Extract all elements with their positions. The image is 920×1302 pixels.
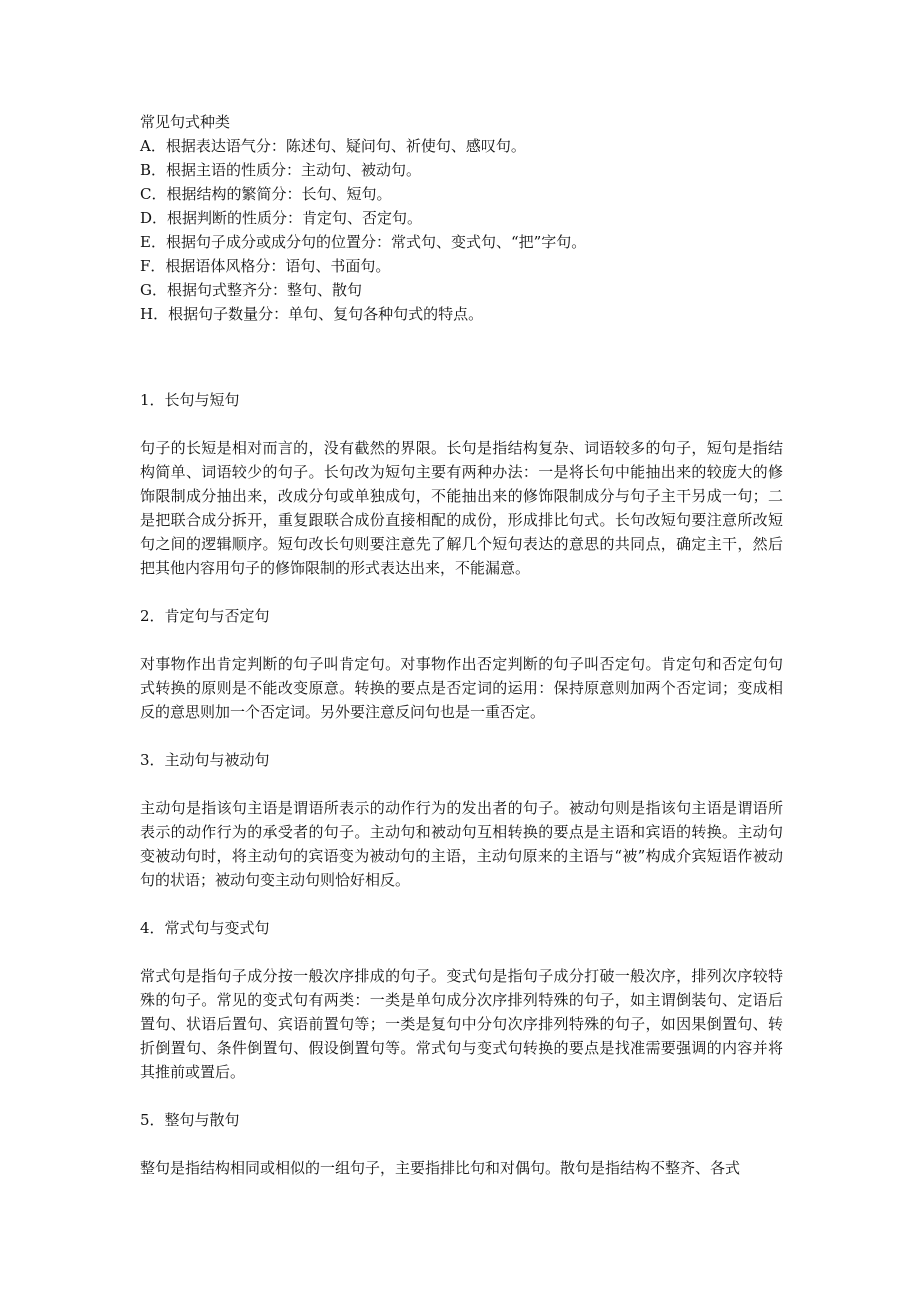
section-heading: 2．肯定句与否定句 [140, 607, 270, 625]
section-normal-inverted [140, 916, 783, 1084]
sentence-type-list [140, 134, 783, 326]
list-item: H．根据句子数量分：单句、复句各种句式的特点。 [140, 305, 484, 323]
section-body: 对事物作出肯定判断的句子叫肯定句。对事物作出否定判断的句子叫否定句。肯定句和否定句句式转换的原则是不能改变原意。转换的要点是否定词的运用：保持原意则加两个否定词；变成相反的意思则加一个否定词。另外要注意反问句也是一重否定。 [140, 655, 783, 721]
list-item: G．根据句式整齐分：整句、散句 [140, 281, 362, 299]
section-long-short [140, 388, 783, 580]
section-active-passive [140, 748, 783, 892]
document-page [140, 110, 783, 1180]
list-item: F．根据语体风格分：语句、书面句。 [140, 257, 391, 275]
section-body: 常式句是指句子成分按一般次序排成的句子。变式句是指句子成分打破一般次序，排列次序较特殊的句子。常见的变式句有两类：一类是单句成分次序排列特殊的句子，如主谓倒装句、定语后置句、状语后置句、宾语前置句等；一类是复句中分句次序排列特殊的句子，如因果倒置句、转折倒置句、条件倒置句、假设倒置句等。常式句与变式句转换的要点是找准需要强调的内容并将其推前或置后。 [140, 967, 783, 1081]
document-title: 常见句式种类 [140, 113, 231, 131]
section-heading: 1．长句与短句 [140, 391, 240, 409]
section-body: 整句是指结构相同或相似的一组句子，主要指排比句和对偶句。散句是指结构不整齐、各式 [140, 1159, 741, 1177]
section-parallel-loose [140, 1108, 783, 1180]
list-item: B．根据主语的性质分：主动句、被动句。 [140, 161, 422, 179]
section-heading: 3．主动句与被动句 [140, 751, 270, 769]
section-affirmative-negative [140, 604, 783, 724]
list-item: C．根据结构的繁简分：长句、短句。 [140, 185, 392, 203]
list-item: A．根据表达语气分：陈述句、疑问句、祈使句、感叹句。 [140, 137, 526, 155]
list-item: E．根据句子成分或成分句的位置分：常式句、变式句、“把”字句。 [140, 233, 587, 251]
list-item: D．根据判断的性质分：肯定句、否定句。 [140, 209, 423, 227]
section-heading: 4．常式句与变式句 [140, 919, 270, 937]
section-heading: 5．整句与散句 [140, 1111, 240, 1129]
section-body: 句子的长短是相对而言的，没有截然的界限。长句是指结构复杂、词语较多的句子，短句是指结构简单、词语较少的句子。长句改为短句主要有两种办法：一是将长句中能抽出来的较庞大的修饰限制成分抽出来，改成分句或单独成句，不能抽出来的修饰限制成分与句子主干另成一句；二是把联合成分拆开，重复跟联合成份直接相配的成份，形成排比句式。长句改短句要注意所改短句之间的逻辑顺序。短句改长句则要注意先了解几个短句表达的意思的共同点，确定主干，然后把其他内容用句子的修饰限制的形式表达出来，不能漏意。 [140, 439, 783, 577]
section-body: 主动句是指该句主语是谓语所表示的动作行为的发出者的句子。被动句则是指该句主语是谓语所表示的动作行为的承受者的句子。主动句和被动句互相转换的要点是主语和宾语的转换。主动句变被动句时，将主动句的宾语变为被动句的主语，主动句原来的主语与“被”构成介宾短语作被动句的状语；被动句变主动句则恰好相反。 [140, 799, 783, 889]
